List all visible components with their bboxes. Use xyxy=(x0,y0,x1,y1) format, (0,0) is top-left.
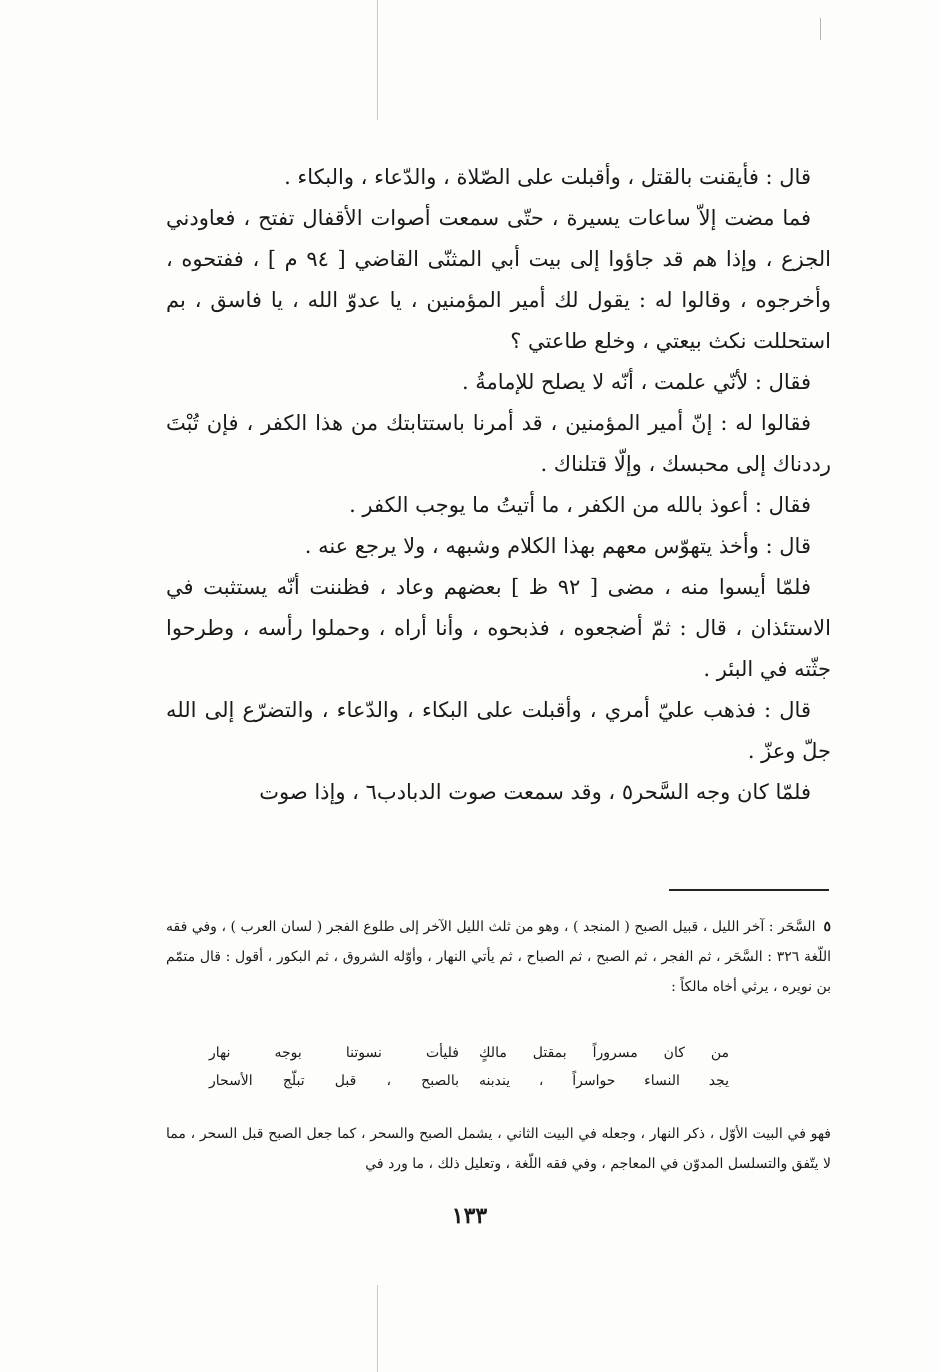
paragraph: فما مضت إلاّ ساعات يسيرة ، حتّى سمعت أصوات الأقفال تفتح ، فعاودني الجزع ، وإذا هم قد جاؤوا إلى بيت أبي المثنّى القاضي [ ٩٤ م ] ، ففتحوه ، وأخرجوه ، وقالوا له : يقول لك أمير المؤمنين ، يا عدوّ الله ، يا فاسق ، بم استحللت نكث بيعتي ، وخلع طاعتي ؟ xyxy=(166,206,831,353)
paragraph: فقال : لأنّي علمت ، أنّه لا يصلح للإمامةُ . xyxy=(461,370,811,394)
footnote-separator xyxy=(669,889,829,891)
verse-second-hemistich: بالصبح ، قبل تبلّج الأسحار xyxy=(209,1073,459,1089)
page-number: ١٣٣ xyxy=(451,1203,488,1229)
verse-second-hemistich: فليأت نسوتنا بوجه نهار xyxy=(209,1045,459,1061)
paragraph: قال : فأيقنت بالقتل ، وأقبلت على الصّلاة ، والدّعاء ، والبكاء . xyxy=(284,165,811,189)
verse-first-hemistich: يجد النساء حواسراً ، يندبنه xyxy=(479,1073,729,1089)
footnote-text: فهو في البيت الأوّل ، ذكر النهار ، وجعله في البيت الثاني ، يشمل الصبح والسحر ، كما جعل الصبح قبل السحر ، مما لا يتّفق والتسلسل المدوّن في المعاجم ، وفي فقه اللّغة ، وتعليل ذلك ، ما ورد في xyxy=(166,1126,831,1172)
verse-first-hemistich: من كان مسروراً بمقتل مالكٍ xyxy=(479,1045,729,1061)
paragraph: قال : فذهب عليّ أمري ، وأقبلت على البكاء ، والدّعاء ، والتضرّع إلى الله جلّ وعزّ . xyxy=(166,698,831,763)
paragraph: فقال : أعوذ بالله من الكفر ، ما أتيتُ ما يوجب الكفر . xyxy=(349,493,811,517)
footnote-text: السَّحَر : آخر الليل ، قبيل الصبح ( المنجد ) ، وهو من ثلث الليل الآخر إلى طلوع الفجر ( لسان العرب ) ، وفي فقه اللّغة ٣٢٦ : السَّحَر ، ثم الفجر ، ثم الصبح ، ثم الصباح ، ثم يأتي النهار ، وأوّله الشروق ، ثم البكور ، أقول : قال متمّم بن نويره ، يرثي أخاه مالكاً : xyxy=(166,919,831,995)
margin-mark xyxy=(820,18,821,40)
footnote xyxy=(166,912,831,1002)
binding-gutter-line-top xyxy=(377,0,378,120)
paragraph: فلمّا أيسوا منه ، مضى [ ٩٢ ظ ] بعضهم وعاد ، فظننت أنّه يستثبت في الاستئذان ، قال : ثمّ أضجعوه ، فذبحوه ، وأنا أراه ، وحملوا رأسه ، وطرحوا جثّته في البئر . xyxy=(166,575,831,681)
verse-line xyxy=(209,1039,729,1067)
verse-line xyxy=(209,1067,729,1095)
paragraph: فلمّا كان وجه السَّحر٥ ، وقد سمعت صوت الدبادب٦ ، وإذا صوت xyxy=(259,780,811,804)
binding-gutter-line-bottom xyxy=(377,1285,378,1372)
footnote-paragraph xyxy=(166,912,831,1002)
main-text xyxy=(166,157,831,813)
paragraph: قال : وأخذ يتهوّس معهم بهذا الكلام وشبهه ، ولا يرجع عنه . xyxy=(304,534,811,558)
footnote-continuation xyxy=(166,1119,831,1179)
paragraph: فقالوا له : إنّ أمير المؤمنين ، قد أمرنا باستتابتك من هذا الكفر ، فإن تُبْتَ رددناك إلى محبسك ، وإلّا قتلناك . xyxy=(166,411,831,476)
footnote-number: ٥ xyxy=(823,919,831,935)
